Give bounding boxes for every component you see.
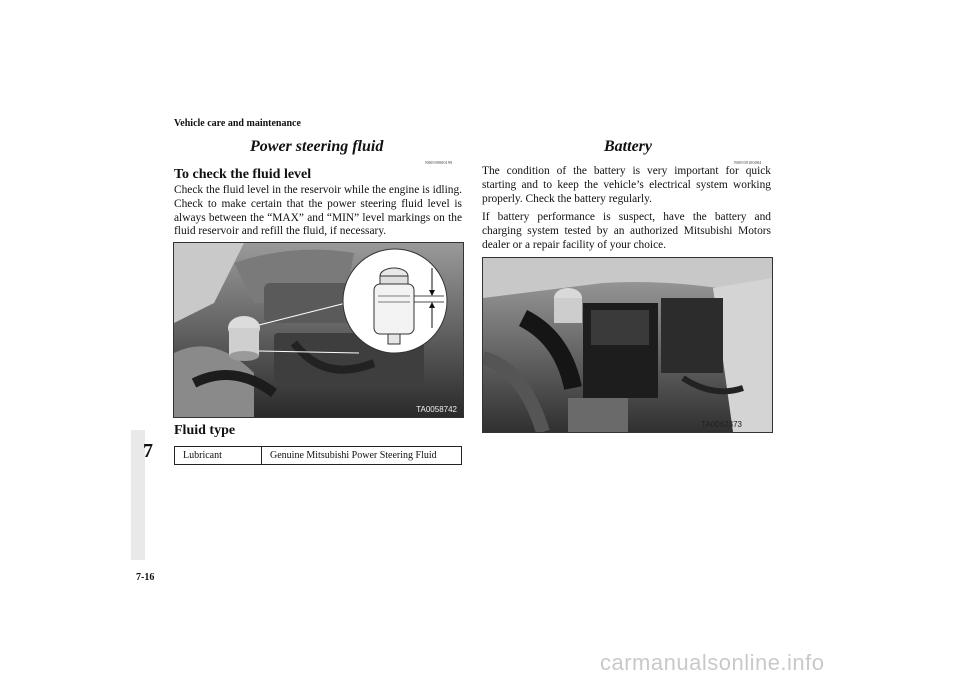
check-fluid-text: Check the fluid level in the reservoir while the engine is idling. Check to make certain that the power steering fluid level is always between the “MAX” and “MIN” level markings on the fluid reservoir and refill the fluid, if necessary. bbox=[174, 184, 462, 238]
chapter-number: 7 bbox=[143, 440, 153, 462]
table-cell-label: Lubricant bbox=[175, 447, 262, 465]
section-title-power-steering: Power steering fluid bbox=[250, 138, 384, 155]
running-header: Vehicle care and maintenance bbox=[174, 118, 301, 129]
table-cell-value: Genuine Mitsubishi Power Steering Fluid bbox=[262, 447, 462, 465]
fluid-type-table bbox=[174, 446, 462, 465]
page-number: 7-16 bbox=[136, 572, 155, 583]
ref-code: N00939000199 bbox=[425, 160, 453, 165]
image-label: TA0058742 bbox=[416, 405, 457, 414]
fluid-type-heading: Fluid type bbox=[174, 423, 236, 438]
watermark: carmanualsonline.info bbox=[600, 650, 825, 675]
engine-bay-photo bbox=[173, 242, 464, 418]
ref-code: N00939100084 bbox=[734, 160, 762, 165]
section-title-battery: Battery bbox=[604, 138, 652, 155]
table-row bbox=[175, 447, 462, 465]
battery-paragraph-2: If battery performance is suspect, have the battery and charging system tested by an authorized Mitsubishi Motors dealer or a repair facility of your choice. bbox=[482, 211, 771, 251]
image-label: TA0062373 bbox=[701, 420, 742, 429]
battery-photo bbox=[482, 257, 773, 433]
battery-paragraph-1: The condition of the battery is very important for quick starting and to keep the vehicle’s electrical system working properly. Check the battery regularly. bbox=[482, 165, 771, 205]
check-fluid-heading: To check the fluid level bbox=[174, 167, 312, 182]
